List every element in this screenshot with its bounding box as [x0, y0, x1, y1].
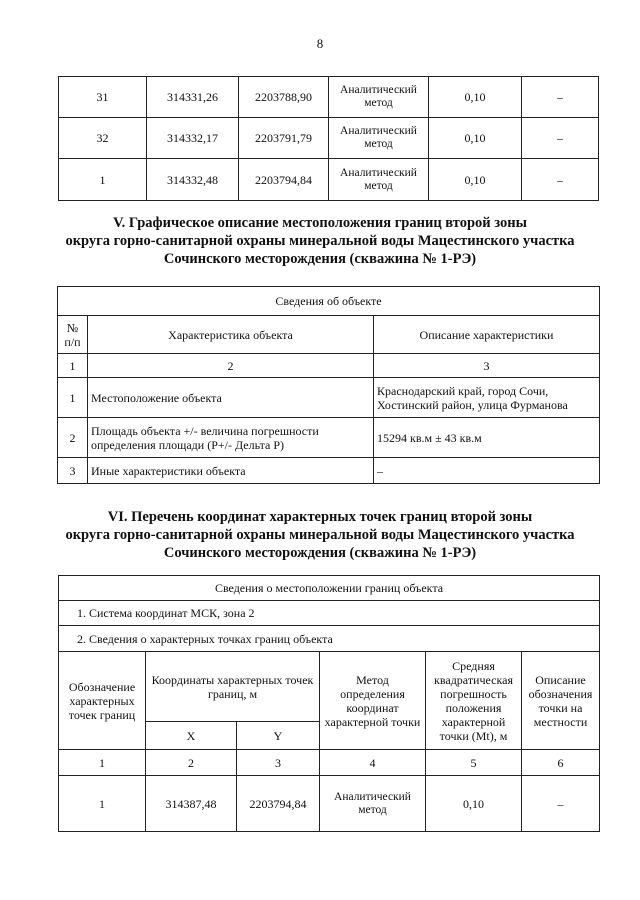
boundary-points-table — [58, 575, 600, 832]
coord-x: 314332,17 — [147, 118, 239, 159]
table-row — [59, 159, 599, 201]
coordinates-table-continued — [58, 76, 599, 201]
method: Аналитический метод — [320, 776, 426, 832]
row-number: 3 — [58, 458, 88, 484]
description: – — [522, 159, 599, 201]
section-5-title: V. Графическое описание местоположения границ второй зоны округа горно-санитарной охраны минеральной воды Мацестинского участка Сочинского месторождения (скважина № 1-РЭ) — [65, 215, 575, 267]
column-index: 3 — [237, 750, 320, 776]
coord-x: 314387,48 — [146, 776, 237, 832]
column-header-description: Описание характеристики — [374, 316, 600, 354]
column-header-number: № п/п — [58, 316, 88, 354]
table-row — [58, 378, 600, 418]
header-coordinates: Координаты характерных точек границ, м — [146, 652, 320, 722]
column-index: 2 — [146, 750, 237, 776]
column-header-characteristic: Характеристика объекта — [88, 316, 374, 354]
characteristic: Иные характеристики объекта — [88, 458, 374, 484]
object-info-table — [57, 286, 600, 484]
point-number: 1 — [59, 776, 146, 832]
column-index: 1 — [59, 750, 146, 776]
table-caption: Сведения о местоположении границ объекта — [59, 576, 600, 601]
header-accuracy: Средняя квадратическая погрешность положения характерной точки (Mt), м — [426, 652, 522, 750]
point-number: 32 — [59, 118, 147, 159]
table-row — [59, 118, 599, 159]
point-number: 31 — [59, 77, 147, 118]
coord-x: 314331,26 — [147, 77, 239, 118]
column-index: 1 — [58, 354, 88, 378]
characteristic-description: 15294 кв.м ± 43 кв.м — [374, 418, 600, 458]
coord-y: 2203794,84 — [239, 159, 329, 201]
page-number: 8 — [316, 36, 324, 51]
accuracy: 0,10 — [429, 118, 522, 159]
points-info: 2. Сведения о характерных точках границ объекта — [59, 626, 600, 652]
accuracy: 0,10 — [429, 159, 522, 201]
table-caption: Сведения об объекте — [58, 287, 600, 316]
table-row — [58, 418, 600, 458]
coord-x: 314332,48 — [147, 159, 239, 201]
characteristic: Площадь объекта +/- величина погрешности определения площади (Р+/- Дельта Р) — [88, 418, 374, 458]
accuracy: 0,10 — [429, 77, 522, 118]
coord-y: 2203791,79 — [239, 118, 329, 159]
description: – — [522, 77, 599, 118]
method: Аналитический метод — [329, 118, 429, 159]
column-index: 3 — [374, 354, 600, 378]
characteristic-description: Краснодарский край, город Сочи, Хостинский район, улица Фурманова — [374, 378, 600, 418]
description: – — [522, 776, 600, 832]
row-number: 1 — [58, 378, 88, 418]
header-designation: Обозначение характерных точек границ — [59, 652, 146, 750]
characteristic: Местоположение объекта — [88, 378, 374, 418]
description: – — [522, 118, 599, 159]
header-y: Y — [237, 722, 320, 750]
column-index: 5 — [426, 750, 522, 776]
point-number: 1 — [59, 159, 147, 201]
header-x: X — [146, 722, 237, 750]
method: Аналитический метод — [329, 77, 429, 118]
header-method: Метод определения координат характерной точки — [320, 652, 426, 750]
method: Аналитический метод — [329, 159, 429, 201]
row-number: 2 — [58, 418, 88, 458]
column-index: 2 — [88, 354, 374, 378]
coord-y: 2203794,84 — [237, 776, 320, 832]
accuracy: 0,10 — [426, 776, 522, 832]
column-index: 4 — [320, 750, 426, 776]
coord-y: 2203788,90 — [239, 77, 329, 118]
column-index: 6 — [522, 750, 600, 776]
table-row — [59, 776, 600, 832]
table-row — [58, 458, 600, 484]
table-row — [59, 77, 599, 118]
characteristic-description: – — [374, 458, 600, 484]
section-6-title: VI. Перечень координат характерных точек границ второй зоны округа горно-санитарной охраны минеральной воды Мацестинского участка Сочинского месторождения (скважина № 1-РЭ) — [65, 509, 575, 561]
coordinate-system: 1. Система координат МСК, зона 2 — [59, 601, 600, 626]
header-description: Описание обозначения точки на местности — [522, 652, 600, 750]
